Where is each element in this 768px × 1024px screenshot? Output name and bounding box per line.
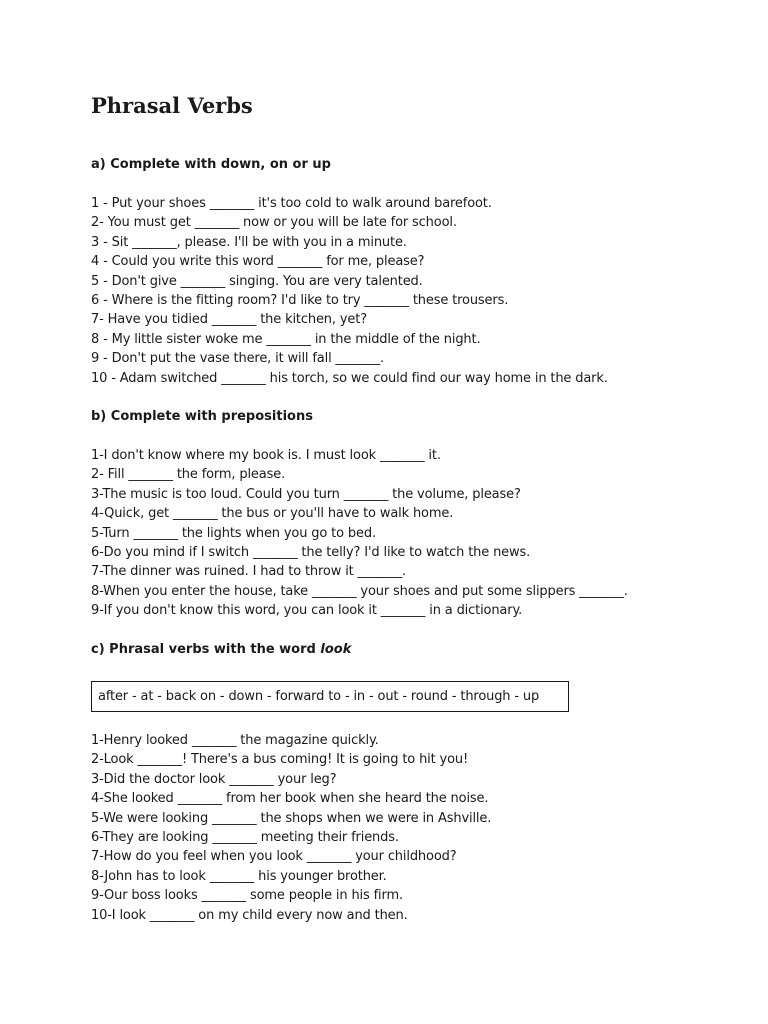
list-item: 10 - Adam switched _______ his torch, so we could find our way home in the dark. [91,370,608,386]
list-item: 5-Turn _______ the lights when you go to bed. [91,525,376,541]
list-item: 7- Have you tidied _______ the kitchen, yet? [91,312,367,328]
list-item: 3-The music is too loud. Could you turn _______ the volume, please? [91,486,521,502]
section-a-heading: a) Complete with down, on or up [91,157,331,172]
list-item: 10-I look _______ on my child every now and then. [91,907,408,923]
list-item: 2-Look _______! There's a bus coming! It is going to hit you! [91,752,469,768]
list-item: 9-Our boss looks _______ some people in his firm. [91,888,403,904]
list-item: 1-I don't know where my book is. I must look _______ it. [91,448,441,463]
list-item: 8-John has to look _______ his younger brother. [91,868,387,884]
list-item: 1 - Put your shoes _______ it's too cold to walk around barefoot. [91,196,492,211]
list-item: 5 - Don't give _______ singing. You are very talented. [91,273,423,289]
list-item: 6 - Where is the fitting room? I'd like to try _______ these trousers. [91,292,509,308]
section-b-list [91,446,628,621]
list-item: 6-They are looking _______ meeting their friends. [91,829,399,845]
list-item: 4 - Could you write this word _______ for me, please? [91,254,425,270]
word-bank-box: after - at - back on - down - forward to - in - out - round - through - up [91,681,569,712]
list-item: 3 - Sit _______, please. I'll be with you in a minute. [91,234,407,250]
section-c-heading-text: c) Phrasal verbs with the word [91,642,321,657]
list-item: 3-Did the doctor look _______ your leg? [91,771,337,787]
section-a-list [91,194,608,388]
list-item: 8-When you enter the house, take _______ your shoes and put some slippers _______. [91,583,628,599]
section-c-heading [91,640,351,659]
list-item: 5-We were looking _______ the shops when we were in Ashville. [91,810,492,826]
list-item: 7-The dinner was ruined. I had to throw it _______. [91,564,407,580]
list-item: 4-Quick, get _______ the bus or you'll have to walk home. [91,506,454,522]
section-b-heading: b) Complete with prepositions [91,409,313,424]
list-item: 6-Do you mind if I switch _______ the telly? I'd like to watch the news. [91,544,531,560]
section-c-list [91,731,491,925]
list-item: 2- Fill _______ the form, please. [91,467,286,483]
list-item: 9-If you don't know this word, you can look it _______ in a dictionary. [91,603,523,619]
list-item: 7-How do you feel when you look _______ your childhood? [91,849,457,865]
list-item: 9 - Don't put the vase there, it will fall _______. [91,351,384,367]
list-item: 2- You must get _______ now or you will be late for school. [91,215,457,231]
list-item: 4-She looked _______ from her book when she heard the noise. [91,791,489,807]
page-title: Phrasal Verbs [91,93,253,118]
section-c-heading-word: look [320,642,352,657]
list-item: 1-Henry looked _______ the magazine quickly. [91,733,379,748]
list-item: 8 - My little sister woke me _______ in the middle of the night. [91,331,481,347]
